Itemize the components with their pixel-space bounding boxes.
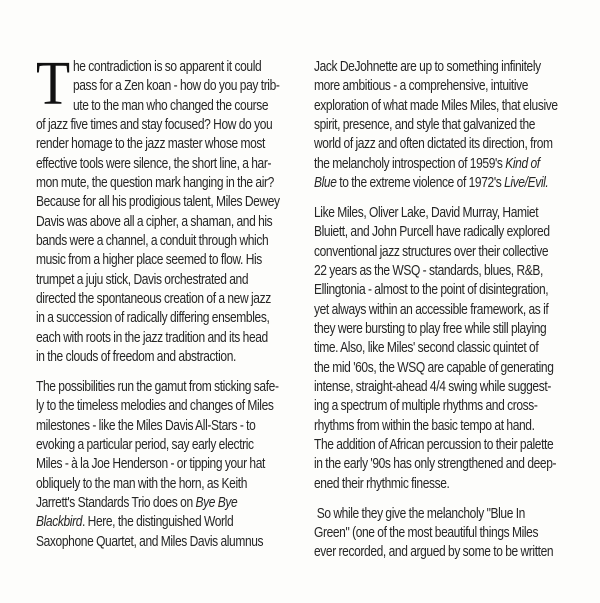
text-line	[314, 174, 591, 193]
text-line: they were bursting to play free while still playing	[314, 320, 547, 337]
text-line: mon mute, the question mark hanging in the air?	[36, 175, 274, 192]
text-line: Ellingtonia - almost to the point of disintegration,	[314, 282, 549, 299]
text-line: exploration of what made Miles Miles, that elusive	[314, 97, 558, 114]
text-line: time. Also, like Miles' second classic quintet of	[314, 340, 539, 357]
text-line	[36, 494, 313, 513]
text-line: ute to the man who changed the course	[72, 97, 269, 114]
text-line: rhythms from within the basic tempo at hand.	[314, 417, 535, 434]
text-line: he contradiction is so apparent it could	[72, 59, 262, 75]
right-column	[314, 58, 591, 563]
drop-cap: T	[36, 50, 71, 118]
left-column	[36, 50, 313, 552]
text-line: Like Miles, Oliver Lake, David Murray, Hamiet	[314, 204, 539, 221]
text-line: conventional jazz structures over their collective	[314, 243, 549, 260]
text-line: each with roots in the jazz tradition and its head	[36, 329, 268, 346]
text-line: The possibilities run the gamut from sticking safe-	[36, 379, 279, 395]
text-line: evoking a particular period, say early electric	[36, 437, 254, 454]
paragraph-1	[314, 58, 591, 193]
text-line: milestones - like the Miles Davis All-Stars - to	[36, 417, 256, 434]
text-segment: . Here, the distinguished World	[82, 514, 234, 531]
text-line: So while they give the melancholy "Blue In	[314, 505, 525, 522]
text-line: The addition of African percussion to their palette	[314, 437, 554, 454]
text-line: obliquely to the man with the horn, as Keith	[36, 475, 248, 492]
text-line: directed the spontaneous creation of a new jazz	[36, 291, 271, 308]
text-segment: Jarrett's Standards Trio does on	[36, 495, 196, 512]
text-line: Bluiett, and John Purcell have radically explored	[314, 224, 550, 241]
album-title: Blackbird	[36, 514, 83, 531]
text-line: yet always within an accessible framework, as if	[314, 301, 549, 318]
text-line: intense, straight-ahead 4/4 swing while suggest-	[314, 379, 551, 395]
text-line: in a succession of radically differing ensembles,	[36, 310, 270, 327]
text-line: Because for all his prodigious talent, Miles Dewey	[36, 194, 280, 211]
text-line: pass for a Zen koan - how do you pay trib-	[72, 78, 280, 95]
album-title: Blue	[314, 175, 337, 192]
paragraph-2	[36, 378, 313, 552]
text-line: render homage to the jazz master whose most	[36, 136, 265, 153]
album-title: Bye Bye	[195, 495, 238, 512]
paragraph-gap	[314, 193, 591, 204]
text-line: more ambitious - a comprehensive, intuitive	[314, 78, 529, 95]
text-line: Green" (one of the most beautiful things Miles	[314, 524, 539, 541]
album-title: Live/Evil.	[504, 175, 549, 192]
text-line: Davis was above all a cipher, a shaman, and his	[36, 213, 273, 230]
text-line: in the early '90s has only strengthened and deep-	[314, 456, 557, 473]
text-line: Miles - à la Joe Henderson - or tipping your hat	[36, 456, 265, 473]
text-line	[314, 155, 591, 174]
paragraph-3	[314, 505, 591, 563]
text-line: ing a spectrum of multiple rhythms and cross-	[314, 398, 538, 415]
text-line: of jazz five times and stay focused? How do you	[36, 117, 273, 134]
text-line	[36, 513, 313, 532]
paragraph-gap	[36, 368, 313, 379]
text-line: world of jazz and often dictated its direction, from	[314, 136, 553, 153]
text-line: in the clouds of freedom and abstraction.	[36, 349, 236, 366]
text-line: 22 years as the WSQ - standards, blues, R&B,	[314, 262, 543, 279]
text-line: bands were a channel, a conduit through which	[36, 233, 269, 250]
text-line: ever recorded, and argued by some to be written	[314, 544, 554, 561]
text-segment: the melancholy introspection of 1959's	[314, 155, 506, 172]
text-line: the mid '60s, the WSQ are capable of generating	[314, 359, 554, 376]
album-title: Kind of	[505, 155, 540, 172]
paragraph-gap	[314, 494, 591, 505]
paragraph-1	[36, 50, 313, 368]
text-line: spirit, presence, and style that galvanized the	[314, 117, 536, 134]
text-line: effective tools were silence, the short line, a har-	[36, 155, 272, 172]
text-line: music from a higher place seemed to flow. His	[36, 252, 262, 269]
text-segment: to the extreme violence of 1972's	[336, 175, 505, 192]
text-line: ened their rhythmic finesse.	[314, 475, 450, 492]
text-line: Saxophone Quartet, and Miles Davis alumnus	[36, 533, 264, 550]
text-line: trumpet a juju stick, Davis orchestrated and	[36, 271, 249, 288]
text-line: Jack DeJohnette are up to something infinitely	[314, 59, 541, 75]
text-line: ly to the timeless melodies and changes of Miles	[36, 398, 274, 415]
paragraph-2	[314, 204, 591, 494]
